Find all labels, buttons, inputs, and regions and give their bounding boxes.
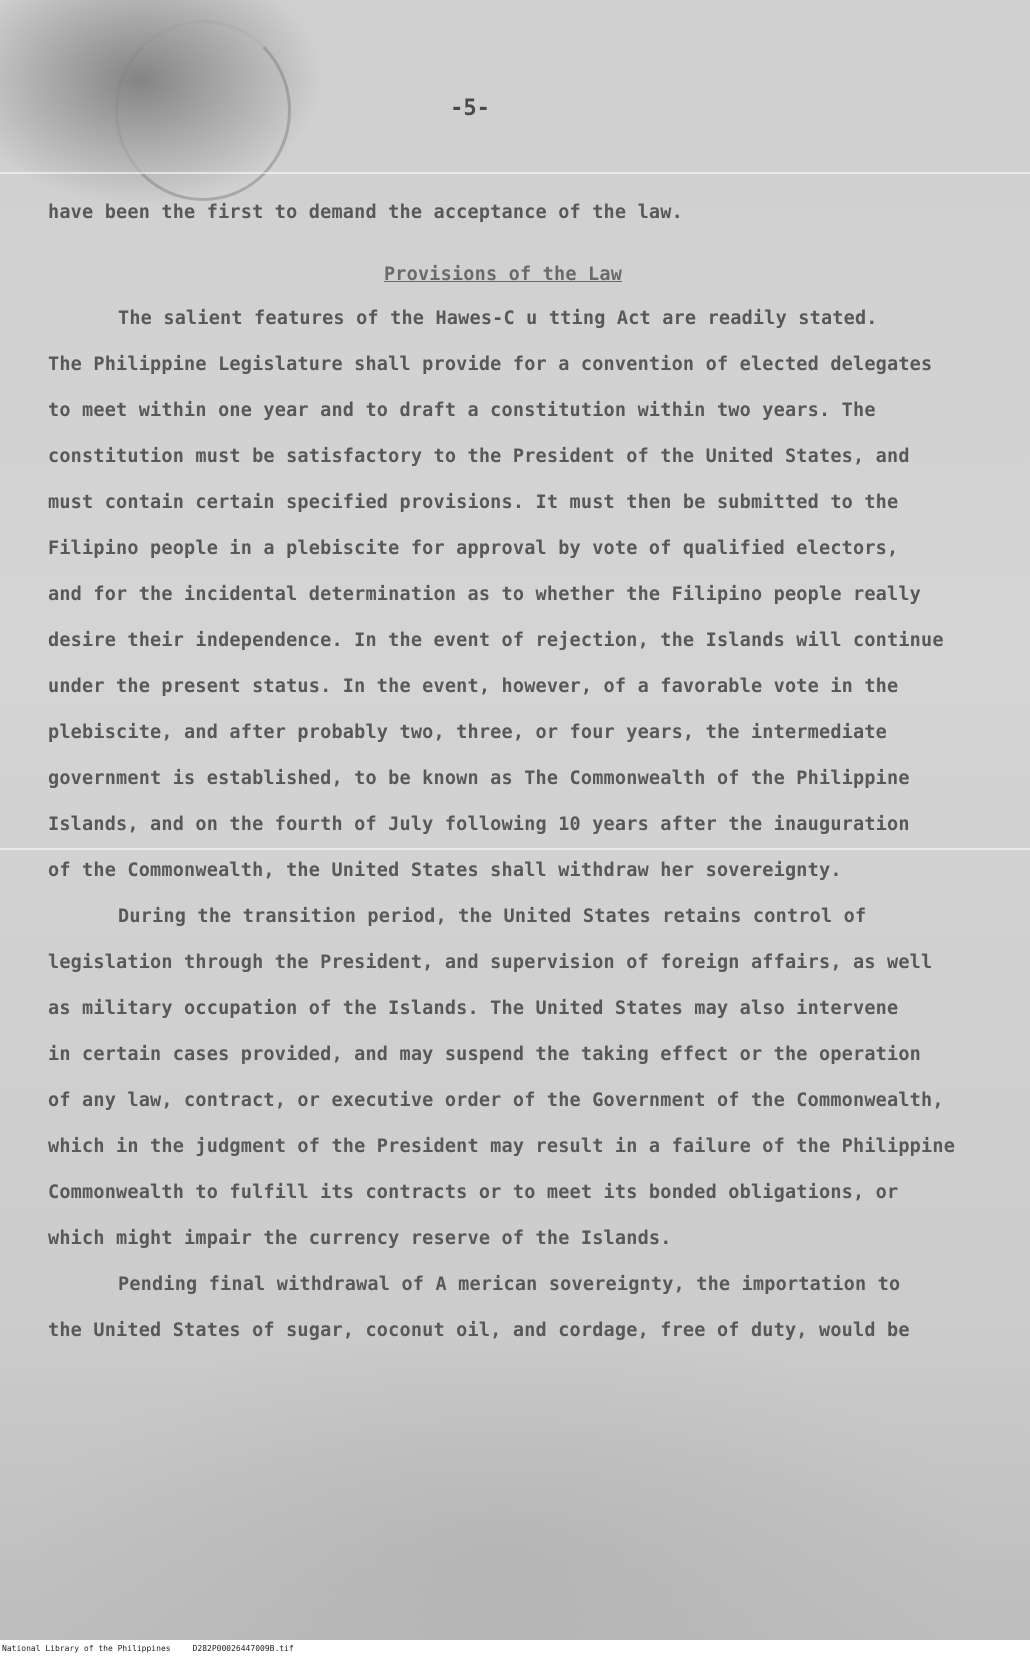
page-number: -5- — [450, 96, 490, 121]
text-line: the United States of sugar, coconut oil, and cordage, free of duty, would be — [48, 1320, 910, 1341]
footer-source: National Library of the Philippines — [2, 1644, 171, 1653]
text-line: to meet within one year and to draft a constitution within two years. The — [48, 400, 876, 421]
text-line: plebiscite, and after probably two, three, or four years, the intermediate — [48, 722, 888, 743]
text-line: constitution must be satisfactory to the President of the United States, and — [48, 446, 910, 467]
section-heading: Provisions of the Law — [383, 264, 623, 285]
paragraph-1 — [48, 296, 998, 894]
text-line: government is established, to be known as The Commonwealth of the Philippine — [48, 768, 910, 789]
text-line: which might impair the currency reserve of the Islands. — [48, 1228, 672, 1249]
text-line: which in the judgment of the President may result in a failure of the Philippine — [48, 1136, 956, 1157]
text-line: have been the first to demand the acceptance of the law. — [48, 202, 683, 223]
scan-fold-line — [0, 172, 1030, 174]
text-line: in certain cases provided, and may suspend the taking effect or the operation — [48, 1044, 922, 1065]
text-line: under the present status. In the event, however, of a favorable vote in the — [48, 676, 899, 697]
text-line: of any law, contract, or executive order of the Government of the Commonwealth, — [48, 1090, 944, 1111]
text-line: Islands, and on the fourth of July following 10 years after the inauguration — [48, 814, 910, 835]
text-line: Commonwealth to fulfill its contracts or to meet its bonded obligations, or — [48, 1182, 899, 1203]
text-line: Filipino people in a plebiscite for approval by vote of qualified electors, — [48, 538, 899, 559]
text-line: The Philippine Legislature shall provide for a convention of elected delegates — [48, 354, 933, 375]
paragraph-3 — [48, 1262, 998, 1354]
text-line: legislation through the President, and supervision of foreign affairs, as well — [48, 952, 933, 973]
text-line: and for the incidental determination as to whether the Filipino people really — [48, 584, 922, 605]
text-line: The salient features of the Hawes-C u tting Act are readily stated. — [118, 308, 878, 329]
scan-footer — [0, 1640, 1030, 1658]
text-line: Pending final withdrawal of A merican sovereignty, the importation to — [118, 1274, 901, 1295]
text-line: desire their independence. In the event of rejection, the Islands will continue — [48, 630, 944, 651]
footer-file-id: D282P00026447009B.tif — [192, 1644, 294, 1653]
text-line: During the transition period, the United States retains control of — [118, 906, 867, 927]
text-line: as military occupation of the Islands. The United States may also intervene — [48, 998, 899, 1019]
document-body — [48, 190, 998, 1354]
section-heading-line — [48, 236, 998, 296]
text-line: must contain certain specified provisions. It must then be submitted to the — [48, 492, 899, 513]
paragraph-2 — [48, 894, 998, 1262]
text-line: of the Commonwealth, the United States shall withdraw her sovereignty. — [48, 860, 842, 881]
